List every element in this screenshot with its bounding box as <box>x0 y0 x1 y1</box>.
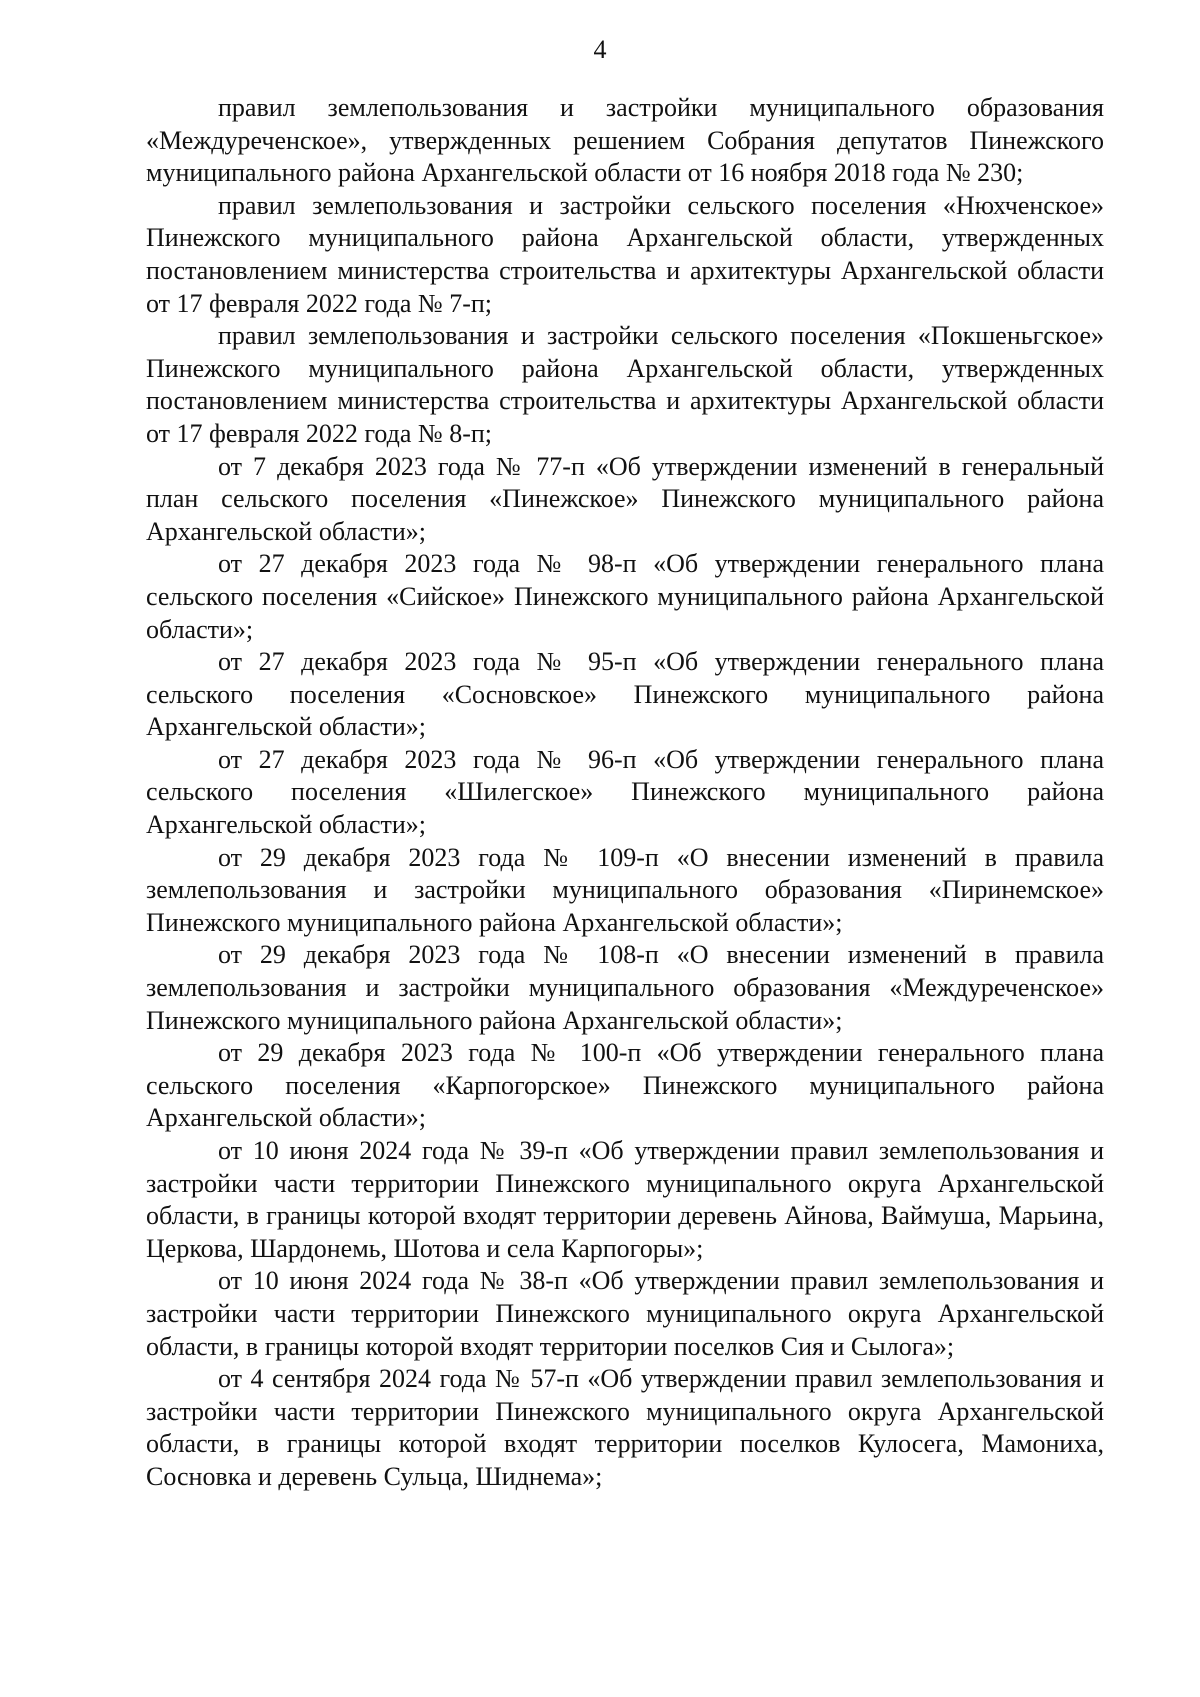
paragraph-decree-108: от 29 декабря 2023 года № 108-п «О внесении изменений в правила землепользования и застройки муниципального образования «Междуреченское» Пинежского муниципального района Архангельской области»; <box>146 940 1104 1035</box>
paragraph-nyukhchenskoe-pzz: правил землепользования и застройки сельского поселения «Нюхченское» Пинежского муниципального района Архангельской области, утвержденных постановлением министерства строительства и архитектуры Архангельской области от 17 февраля 2022 года № 7-п; <box>146 190 1104 318</box>
paragraph-decree-57: от 4 сентября 2024 года № 57-п «Об утверждении правил землепользования и застройки части территории Пинежского муниципального округа Архангельской области, в границы которой входят территории поселков Кулосега, Мамониха, Сосновка и деревень Сульца, Шиднема»; <box>146 1364 1104 1491</box>
document-body <box>146 92 1104 1494</box>
paragraph-decree-77: от 7 декабря 2023 года № 77-п «Об утверждении изменений в генеральный план сельского поселения «Пинежское» Пинежского муниципального района Архангельской области»; <box>146 451 1104 546</box>
paragraph-decree-98: от 27 декабря 2023 года № 98-п «Об утверждении генерального плана сельского поселения «Сийское» Пинежского муниципального района Архангельской области»; <box>146 549 1104 644</box>
paragraph-decree-100: от 29 декабря 2023 года № 100-п «Об утверждении генерального плана сельского поселения «Карпогорское» Пинежского муниципального района Архангельской области»; <box>146 1038 1104 1133</box>
paragraph-decree-39: от 10 июня 2024 года № 39-п «Об утверждении правил землепользования и застройки части территории Пинежского муниципального округа Архангельской области, в границы которой входят территории деревень Айнова, Ваймуша, Марьина, Церкова, Шардонемь, Шотова и села Карпогоры»; <box>146 1136 1104 1263</box>
paragraph-decree-38: от 10 июня 2024 года № 38-п «Об утверждении правил землепользования и застройки части территории Пинежского муниципального округа Архангельской области, в границы которой входят территории поселков Сия и Сылога»; <box>146 1266 1104 1361</box>
page-number: 4 <box>593 35 607 64</box>
paragraph-decree-109: от 29 декабря 2023 года № 109-п «О внесении изменений в правила землепользования и застройки муниципального образования «Пиринемское» Пинежского муниципального района Архангельской области»; <box>146 842 1104 937</box>
paragraph-pokshengskoe-pzz: правил землепользования и застройки сельского поселения «Покшеньгское» Пинежского муниципального района Архангельской области, утвержденных постановлением министерства строительства и архитектуры Архангельской области от 17 февраля 2022 года № 8-п; <box>146 321 1104 448</box>
paragraph-decree-96: от 27 декабря 2023 года № 96-п «Об утверждении генерального плана сельского поселения «Шилегское» Пинежского муниципального района Архангельской области»; <box>146 744 1104 840</box>
paragraph-mezhdurechenskoe-pzz: правил землепользования и застройки муниципального образования «Междуреченское», утвержденных решением Собрания депутатов Пинежского муниципального района Архангельской области от 16 ноября 2018 года № 230; <box>146 93 1104 188</box>
paragraph-decree-95: от 27 декабря 2023 года № 95-п «Об утверждении генерального плана сельского поселения «Сосновское» Пинежского муниципального района Архангельской области»; <box>146 647 1104 742</box>
